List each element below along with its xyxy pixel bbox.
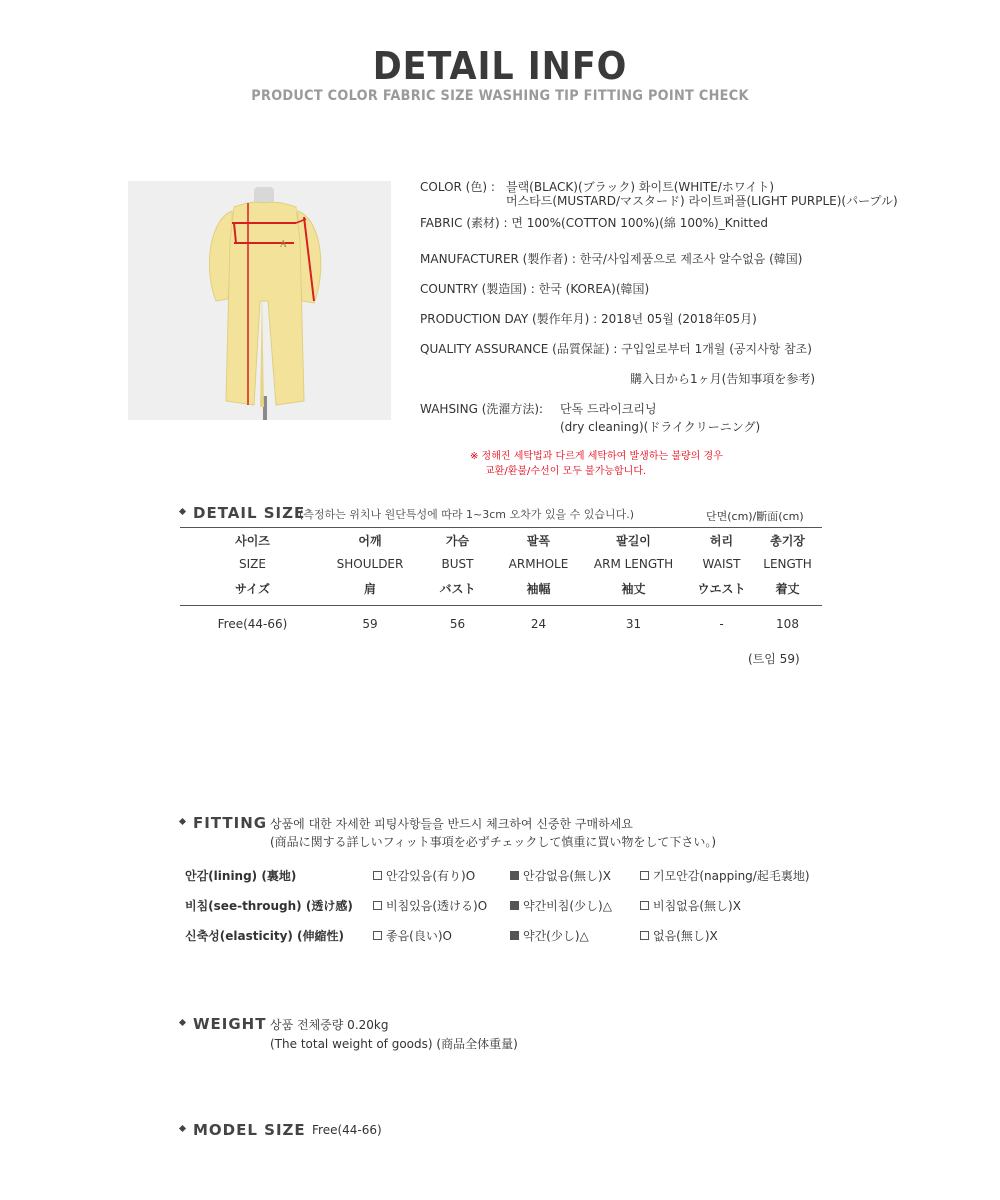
unchecked-box-icon xyxy=(640,931,649,940)
washing-line1: 단독 드라이크리닝 xyxy=(560,402,657,416)
header-cell: 袖丈 xyxy=(621,581,646,596)
page-subtitle: PRODUCT COLOR FABRIC SIZE WASHING TIP FITTING POINT CHECK xyxy=(251,88,749,104)
header-cell: 肩 xyxy=(363,581,376,596)
quality-assurance-jp: 購入日から1ヶ月(告知事項を参考) xyxy=(630,372,815,386)
header-cell: BUST xyxy=(441,557,474,571)
color-label: COLOR (色) : xyxy=(420,180,495,194)
header-cell: 팔폭 xyxy=(526,533,551,548)
washing-label: WAHSING (洗濯方法): xyxy=(420,402,544,416)
production-day-info: PRODUCTION DAY (製作年月) : 2018년 05월 (2018年05月) xyxy=(420,312,757,326)
header-cell: ウエスト xyxy=(697,581,746,596)
diamond-bullet-icon xyxy=(179,1125,186,1132)
washing-warning-line1: ※ 정해진 세탁법과 다르게 세탁하여 발생하는 불량의 경우 xyxy=(470,451,723,462)
checked-box-icon xyxy=(510,931,519,940)
fitting-row-label: 신축성(elasticity) (伸縮性) xyxy=(185,929,345,943)
fitting-option-text: 약간비침(少し)△ xyxy=(523,899,612,913)
header-cell: 가슴 xyxy=(445,533,470,548)
fitting-option-text: 없음(無し)X xyxy=(653,929,718,943)
header-cell: 着丈 xyxy=(775,581,800,596)
detail-size-unit: 단면(cm)/斷面(cm) xyxy=(706,510,804,523)
fitting-desc-line1: 상품에 대한 자세한 피팅사항들을 반드시 체크하여 신중한 구매하세요 xyxy=(270,817,633,831)
fitting-option xyxy=(510,897,612,914)
table-cell: - xyxy=(719,617,724,631)
fitting-heading: FITTING xyxy=(180,814,267,832)
header-cell: LENGTH xyxy=(763,557,812,571)
size-table xyxy=(180,528,822,636)
fitting-option xyxy=(373,897,487,914)
detail-size-heading: DETAIL SIZE xyxy=(180,504,305,522)
table-cell: 59 xyxy=(362,617,378,631)
fitting-option xyxy=(373,867,475,884)
slit-note: (트임 59) xyxy=(748,652,800,666)
checked-box-icon xyxy=(510,871,519,880)
fitting-option xyxy=(510,927,589,944)
manufacturer-info: MANUFACTURER (製作者) : 한국/사입제품으로 제조사 알수없음 (韓国) xyxy=(420,252,803,266)
weight-heading: WEIGHT xyxy=(180,1015,266,1033)
fitting-option-text: 비침있음(透ける)O xyxy=(386,899,488,913)
header-cell: 허리 xyxy=(709,533,734,548)
unchecked-box-icon xyxy=(373,931,382,940)
header-cell: ARM LENGTH xyxy=(593,557,674,571)
unchecked-box-icon xyxy=(640,871,649,880)
fitting-desc-line2: (商品に関する詳しいフィット事項を必ずチェックして慎重に買い物をして下さい。) xyxy=(270,835,717,849)
table-cell: 24 xyxy=(530,617,547,631)
product-photo xyxy=(128,181,391,420)
table-cell: 31 xyxy=(625,617,642,631)
fitting-option-text: 안감있음(有り)O xyxy=(386,869,476,883)
header-cell: 팔길이 xyxy=(616,533,651,548)
fitting-option xyxy=(510,867,611,884)
unchecked-box-icon xyxy=(640,901,649,910)
fitting-option-text: 약간(少し)△ xyxy=(523,929,589,943)
fabric-info: FABRIC (素材) : 면 100%(COTTON 100%)(綿 100%)_Knitted xyxy=(420,216,768,230)
diamond-bullet-icon xyxy=(179,818,186,825)
size-header-kr xyxy=(180,528,822,552)
table-cell: 56 xyxy=(449,617,466,631)
country-info: COUNTRY (製造国) : 한국 (KOREA)(韓国) xyxy=(420,282,650,296)
fitting-row-label: 안감(lining) (裏地) xyxy=(185,869,297,883)
color-value-line1: 블랙(BLACK)(ブラック) 화이트(WHITE/ホワイト) xyxy=(506,180,775,194)
table-cell: Free(44-66) xyxy=(217,617,288,631)
model-size-value: Free(44-66) xyxy=(312,1123,382,1137)
diamond-bullet-icon xyxy=(179,1019,186,1026)
washing-line2: (dry cleaning)(ドライクリーニング) xyxy=(560,420,761,434)
header-cell: SHOULDER xyxy=(336,557,404,571)
header-cell: サイズ xyxy=(234,581,271,596)
table-row xyxy=(180,612,822,636)
dress-illustration xyxy=(128,181,391,420)
diamond-bullet-icon xyxy=(179,508,186,515)
header-cell: 어깨 xyxy=(358,533,382,548)
fitting-option-text: 좋음(良い)O xyxy=(386,929,452,943)
model-size-heading: MODEL SIZE xyxy=(180,1121,306,1139)
checked-box-icon xyxy=(510,901,519,910)
fitting-option-text: 비침없음(無し)X xyxy=(653,899,741,913)
fitting-option-text: 기모안감(napping/起毛裏地) xyxy=(653,869,810,883)
fitting-option xyxy=(640,927,718,944)
header-cell: バスト xyxy=(439,581,476,596)
page-title: DETAIL INFO xyxy=(372,44,628,88)
unchecked-box-icon xyxy=(373,871,382,880)
header-cell: 袖幅 xyxy=(526,581,551,596)
weight-line1: 상품 전체중량 0.20kg xyxy=(270,1018,389,1032)
table-cell: 108 xyxy=(776,617,799,631)
size-header-jp xyxy=(180,576,822,600)
washing-warning-line2: 교환/환불/수선이 모두 불가능합니다. xyxy=(485,466,647,477)
size-header-en xyxy=(180,552,822,576)
header-cell: SIZE xyxy=(239,557,266,571)
quality-assurance-info: QUALITY ASSURANCE (品質保証) : 구입일로부터 1개월 (공지사항 참조) xyxy=(420,342,812,356)
fitting-option-text: 안감없음(無し)X xyxy=(523,869,611,883)
header-cell: ARMHOLE xyxy=(508,557,569,571)
header-cell: 총기장 xyxy=(770,533,805,548)
fitting-option xyxy=(640,867,810,884)
header-cell: WAIST xyxy=(702,557,741,571)
svg-text:A: A xyxy=(280,240,287,250)
weight-line2: (The total weight of goods) (商品全体重量) xyxy=(270,1037,518,1051)
fitting-row-label: 비침(see-through) (透け感) xyxy=(185,899,353,913)
fitting-option xyxy=(640,897,741,914)
unchecked-box-icon xyxy=(373,901,382,910)
fitting-option xyxy=(373,927,452,944)
header-cell: 사이즈 xyxy=(235,533,270,548)
dress-body xyxy=(226,202,304,405)
color-value-line2: 머스타드(MUSTARD/マスタード) 라이트퍼플(LIGHT PURPLE)(パープル) xyxy=(506,194,898,208)
detail-size-caption: (측정하는 위치나 원단특성에 따라 1~3cm 오차가 있을 수 있습니다.) xyxy=(299,508,635,521)
